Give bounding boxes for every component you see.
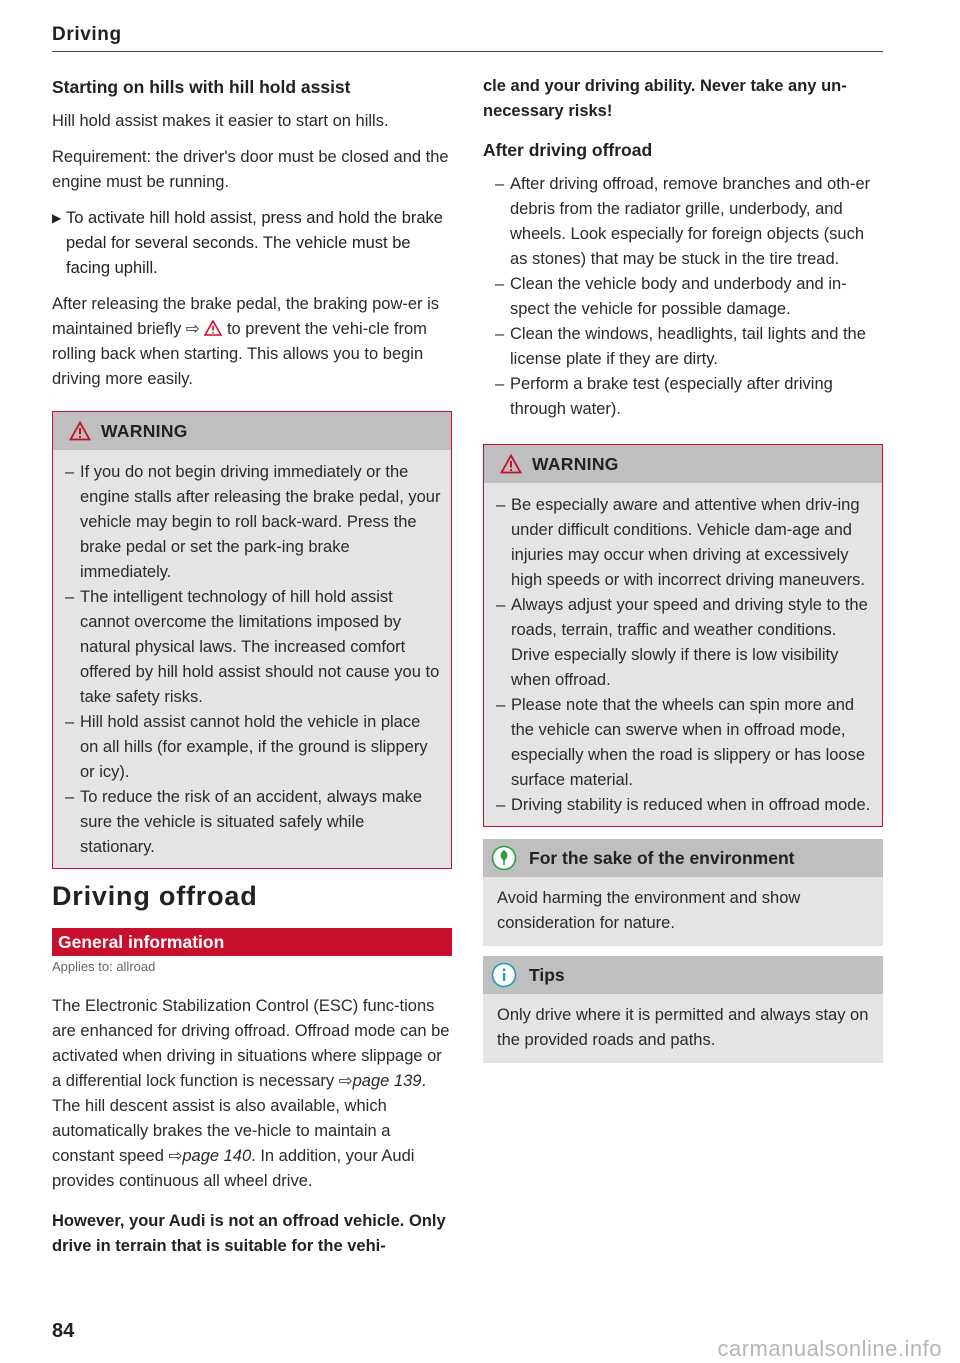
paragraph-esc bbox=[52, 994, 452, 1194]
dash-marker: – bbox=[495, 175, 505, 193]
step-triangle-icon: ▶ bbox=[52, 211, 62, 225]
dash-marker: – bbox=[496, 796, 506, 814]
dash-marker: – bbox=[65, 463, 75, 481]
heading-after-driving-offroad: After driving offroad bbox=[483, 140, 653, 160]
environment-text: Avoid harming the environment and show consideration for nature. bbox=[483, 877, 883, 946]
page-link-140[interactable]: page 140 bbox=[182, 1147, 252, 1165]
step-text: To activate hill hold assist, press and hold the brake pedal for several seconds. The vehicle must be facing uphill. bbox=[66, 209, 443, 277]
dash-marker: – bbox=[496, 696, 506, 714]
after-driving-list bbox=[483, 172, 883, 422]
list-item-text: After driving offroad, remove branches and oth-er debris from the radiator grille, underbody, and wheels. Look especially for foreign objects (such as stones) that may be stuck in the tire tread. bbox=[510, 175, 871, 268]
dash-marker: – bbox=[495, 375, 505, 393]
list-item-text: Hill hold assist cannot hold the vehicle in place on all hills (for example, if the ground is slippery or icy). bbox=[80, 713, 428, 781]
warning-list bbox=[53, 460, 443, 860]
warning-label: WARNING bbox=[101, 420, 188, 441]
warning-list bbox=[484, 493, 874, 818]
heading-hill-hold: Starting on hills with hill hold assist bbox=[52, 77, 351, 97]
warning-body bbox=[484, 483, 882, 826]
right-column bbox=[483, 74, 883, 1073]
arrow-icon: ⇨ bbox=[185, 320, 200, 338]
dash-marker: – bbox=[496, 496, 506, 514]
info-icon bbox=[491, 962, 517, 988]
list-item-text: Clean the vehicle body and underbody and in-spect the vehicle for possible damage. bbox=[510, 275, 847, 318]
list-item bbox=[53, 710, 443, 785]
arrow-icon: ⇨ bbox=[338, 1072, 353, 1090]
list-item bbox=[53, 785, 443, 860]
list-item-text: If you do not begin driving immediately or the engine stalls after releasing the brake pedal, your vehicle may begin to roll back-ward. Press the brake pedal or set the park-ing brake immediately. bbox=[80, 463, 441, 581]
warning-label: WARNING bbox=[532, 453, 619, 474]
list-item-text: Driving stability is reduced when in offroad mode. bbox=[511, 796, 871, 814]
release-text-b: to prevent the vehi-cle from rolling back when starting. This allows you to begin driving more easily. bbox=[52, 320, 427, 388]
list-item-text: Always adjust your speed and driving style to the roads, terrain, traffic and weather conditions. Drive especially slowly if there is low visibility when offroad. bbox=[511, 596, 868, 689]
list-item bbox=[483, 172, 883, 272]
dash-marker: – bbox=[496, 596, 506, 614]
list-item bbox=[53, 585, 443, 710]
dash-marker: – bbox=[495, 325, 505, 343]
environment-box bbox=[483, 839, 883, 946]
warning-header bbox=[53, 412, 451, 450]
action-step bbox=[52, 206, 452, 281]
bold-caution-continued: cle and your driving ability. Never take any un-necessary risks! bbox=[483, 77, 847, 120]
esc-text-c: . In addition, your Audi provides continuous all wheel drive. bbox=[52, 1147, 415, 1190]
environment-label: For the sake of the environment bbox=[529, 847, 795, 868]
warning-header bbox=[484, 445, 882, 483]
bold-caution-text: However, your Audi is not an offroad vehicle. Only drive in terrain that is suitable for the vehi- bbox=[52, 1212, 446, 1255]
list-item-text: Please note that the wheels can spin more and the vehicle can swerve when in offroad mode, especially when the road is slippery or has loose surface material. bbox=[511, 696, 866, 789]
list-item bbox=[53, 460, 443, 585]
dash-marker: – bbox=[65, 588, 75, 606]
environment-leaf-icon bbox=[491, 845, 517, 871]
warning-box-right bbox=[483, 444, 883, 827]
watermark: carmanualsonline.info bbox=[717, 1336, 942, 1361]
tips-text: Only drive where it is permitted and always stay on the provided roads and paths. bbox=[483, 994, 883, 1063]
tips-label: Tips bbox=[529, 964, 565, 985]
warning-box-left bbox=[52, 411, 452, 869]
section-bar-general-information: General information bbox=[52, 928, 452, 956]
list-item-text: Be especially aware and attentive when driv-ing under difficult conditions. Vehicle dam-age and injuries may occur when driving at excessively high speeds or with incorrect driving maneuvers. bbox=[511, 496, 866, 589]
page-link-139[interactable]: page 139 bbox=[352, 1072, 422, 1090]
applies-to: Applies to: allroad bbox=[52, 959, 156, 974]
warning-triangle-icon bbox=[69, 421, 91, 441]
header-title: Driving bbox=[52, 24, 122, 45]
warning-triangle-icon bbox=[204, 320, 222, 336]
list-item-text: The intelligent technology of hill hold assist cannot overcome the limitations imposed by natural physical laws. The increased comfort offered by hill hold assist should not cause you to take safety risks. bbox=[80, 588, 440, 706]
warning-triangle-icon bbox=[500, 454, 522, 474]
left-column bbox=[52, 74, 452, 1259]
tips-box bbox=[483, 956, 883, 1063]
esc-text-b: . The hill descent assist is also available, which automatically brakes the ve-hicle to maintain a constant speed bbox=[52, 1072, 427, 1165]
list-item-text: Clean the windows, headlights, tail lights and the license plate if they are dirty. bbox=[510, 325, 866, 368]
esc-text-a: The Electronic Stabilization Control (ESC) func-tions are enhanced for driving offroad. Offroad mode can be activated when driving in situations where slippage or a differential lock function is necessary bbox=[52, 997, 450, 1090]
list-item bbox=[484, 593, 874, 693]
page-number: 84 bbox=[52, 1320, 75, 1342]
page-header bbox=[52, 24, 883, 52]
arrow-icon: ⇨ bbox=[168, 1147, 183, 1165]
dash-marker: – bbox=[495, 275, 505, 293]
release-text-a: After releasing the brake pedal, the braking pow-er is maintained briefly bbox=[52, 295, 440, 338]
paragraph-release bbox=[52, 292, 452, 392]
list-item bbox=[483, 372, 883, 422]
dash-marker: – bbox=[65, 788, 75, 806]
heading-driving-offroad: Driving offroad bbox=[52, 881, 258, 911]
list-item bbox=[483, 322, 883, 372]
list-item-text: Perform a brake test (especially after driving through water). bbox=[510, 375, 833, 418]
warning-body bbox=[53, 450, 451, 868]
paragraph-requirement: Requirement: the driver's door must be closed and the engine must be running. bbox=[52, 148, 449, 191]
list-item bbox=[483, 272, 883, 322]
environment-header bbox=[483, 839, 883, 877]
dash-marker: – bbox=[65, 713, 75, 731]
paragraph-intro: Hill hold assist makes it easier to start on hills. bbox=[52, 112, 389, 130]
list-item-text: To reduce the risk of an accident, always make sure the vehicle is situated safely while stationary. bbox=[80, 788, 423, 856]
list-item bbox=[484, 793, 874, 818]
tips-header bbox=[483, 956, 883, 994]
list-item bbox=[484, 493, 874, 593]
list-item bbox=[484, 693, 874, 793]
